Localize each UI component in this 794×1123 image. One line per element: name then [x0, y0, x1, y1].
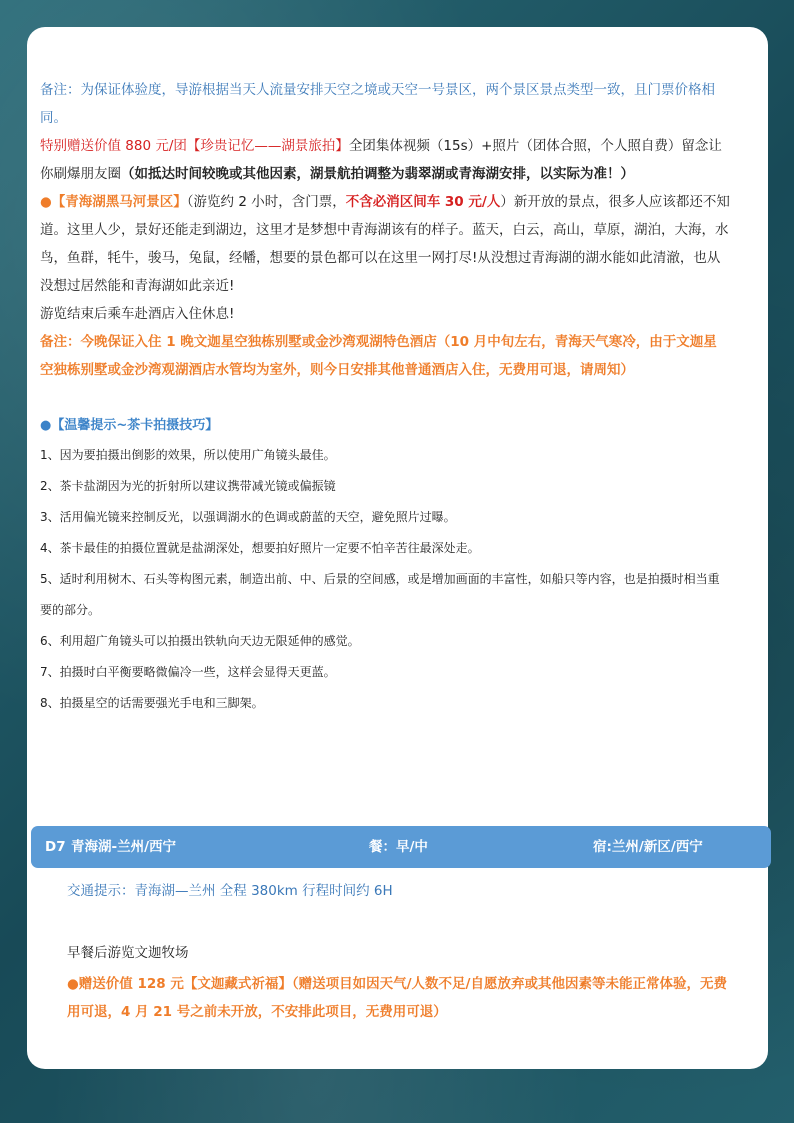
- heima-river-description: ）新开放的景点，很多人应该都还不知道。这里人少，景好还能走到湖边，这里才是梦想中青海湖该有的样子。蓝天，白云，高山，草原，湖泊，大海，水鸟，鱼群，牦牛，骏马，兔鼠，经幡，想要的景色都可以在这里一网打尽!从没想过青海湖的湖水能如此清澈，也从没想过居然能和青海湖如此亲近!: [40, 194, 730, 294]
- traffic-tip: 交通提示：青海湖—兰州 全程 380km 行程时间约 6H: [67, 883, 393, 899]
- heima-river-duration: （游览约 2 小时，含门票，: [186, 194, 346, 210]
- heima-river-shuttle-fee: 不含必消区间车 30 元/人: [345, 194, 501, 210]
- day-accommodation: 宿:兰州/新区/西宁: [593, 839, 703, 855]
- tips-item: 2、茶卡盐湖因为光的折射所以建议携带减光镜或偏振镜: [40, 479, 336, 493]
- note-hotel: 备注：今晚保证入住 1 晚文迦星空独栋别墅或金沙湾观湖特色酒店（10 月中旬左右，青海天气寒冷，由于文迦星空独栋别墅或金沙湾观湖酒店水管均为室外，则今日安排其他普通酒店入住，无费用可退，请周知）: [40, 334, 717, 378]
- after-tour-text: 游览结束后乘车赴酒店入住休息!: [40, 306, 235, 322]
- itinerary-content: [40, 76, 730, 719]
- note-scenic-arrangement: 备注：为保证体验度，导游根据当天人流量安排天空之境或天空一号景区，两个景区景点类型一致，且门票价格相同。: [40, 82, 715, 126]
- tips-title: 【温馨提示~茶卡拍摄技巧】: [51, 418, 219, 433]
- gift-photo-paragraph: [40, 132, 730, 188]
- day-route: 青海湖-兰州/西宁: [71, 839, 177, 855]
- gift-blessing-paragraph: ●赠送价值 128 元【文迦藏式祈福】（赠送项目如因天气/人数不足/自愿放弃或其他因素等未能正常体验，无费用可退，4 月 21 号之前未开放，不安排此项目，无费用可退）: [67, 976, 727, 1020]
- bullet-icon: ●: [40, 194, 52, 210]
- gift-photo-body: 全团集体视频（15s）+照片（团体合照，个人照自费）留念让你刷爆朋友圈: [40, 138, 722, 182]
- tips-item: 3、活用偏光镜来控制反光，以强调湖水的色调或蔚蓝的天空，避免照片过曝。: [40, 510, 456, 524]
- gift-photo-condition: （如抵达时间较晚或其他因素，湖景航拍调整为翡翠湖或青海湖安排，以实际为准！）: [121, 166, 634, 182]
- tips-list: [40, 440, 730, 719]
- tips-item: 8、拍摄星空的话需要强光手电和三脚架。: [40, 696, 264, 710]
- heima-river-title: 【青海湖黑马河景区】: [51, 194, 187, 210]
- gift-photo-lead: 特别赠送价值 880 元/团【珍贵记忆——湖景旅拍】: [40, 138, 349, 154]
- day-number: D7: [45, 839, 66, 855]
- day-header-bar: [31, 826, 771, 868]
- day-meals: 餐：早/中: [369, 839, 428, 855]
- heima-river-paragraph: [40, 188, 730, 300]
- tips-heading: [40, 412, 730, 440]
- bullet-icon: ●: [40, 418, 52, 433]
- breakfast-text: 早餐后游览文迦牧场: [67, 945, 189, 961]
- tips-item: 1、因为要拍摄出倒影的效果，所以使用广角镜头最佳。: [40, 448, 336, 462]
- tips-item: 7、拍摄时白平衡要略微偏冷一些，这样会显得天更蓝。: [40, 665, 336, 679]
- tips-item: 4、茶卡最佳的拍摄位置就是盐湖深处，想要拍好照片一定要不怕辛苦往最深处走。: [40, 541, 480, 555]
- tips-item: 6、利用超广角镜头可以拍摄出铁轨向天边无限延伸的感觉。: [40, 634, 360, 648]
- tips-item: 5、适时利用树木、石头等构图元素，制造出前、中、后景的空间感，或是增加画面的丰富性，如船只等内容，也是拍摄时相当重要的部分。: [40, 572, 720, 617]
